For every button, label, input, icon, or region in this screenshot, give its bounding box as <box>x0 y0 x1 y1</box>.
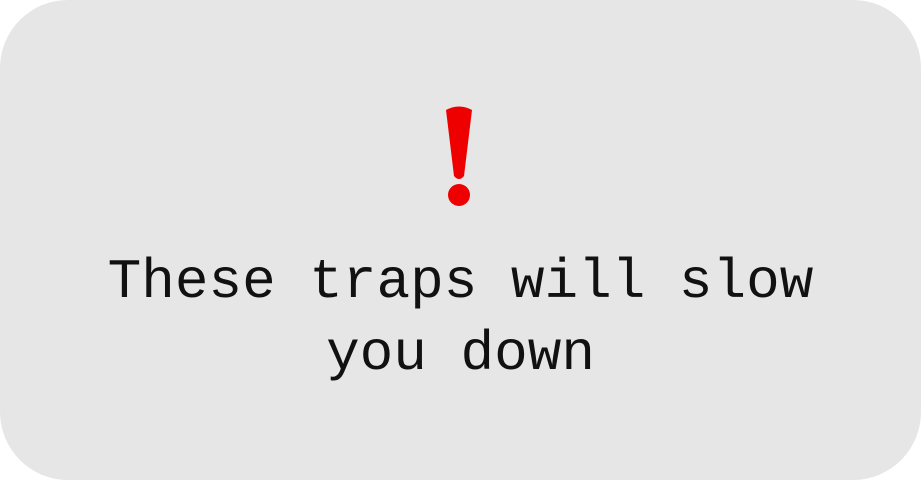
warning-message-line-1: These traps will slow <box>107 250 814 314</box>
warning-message-line-2: you down <box>326 322 595 386</box>
warning-message <box>60 246 861 390</box>
exclamation-icon <box>440 104 478 208</box>
